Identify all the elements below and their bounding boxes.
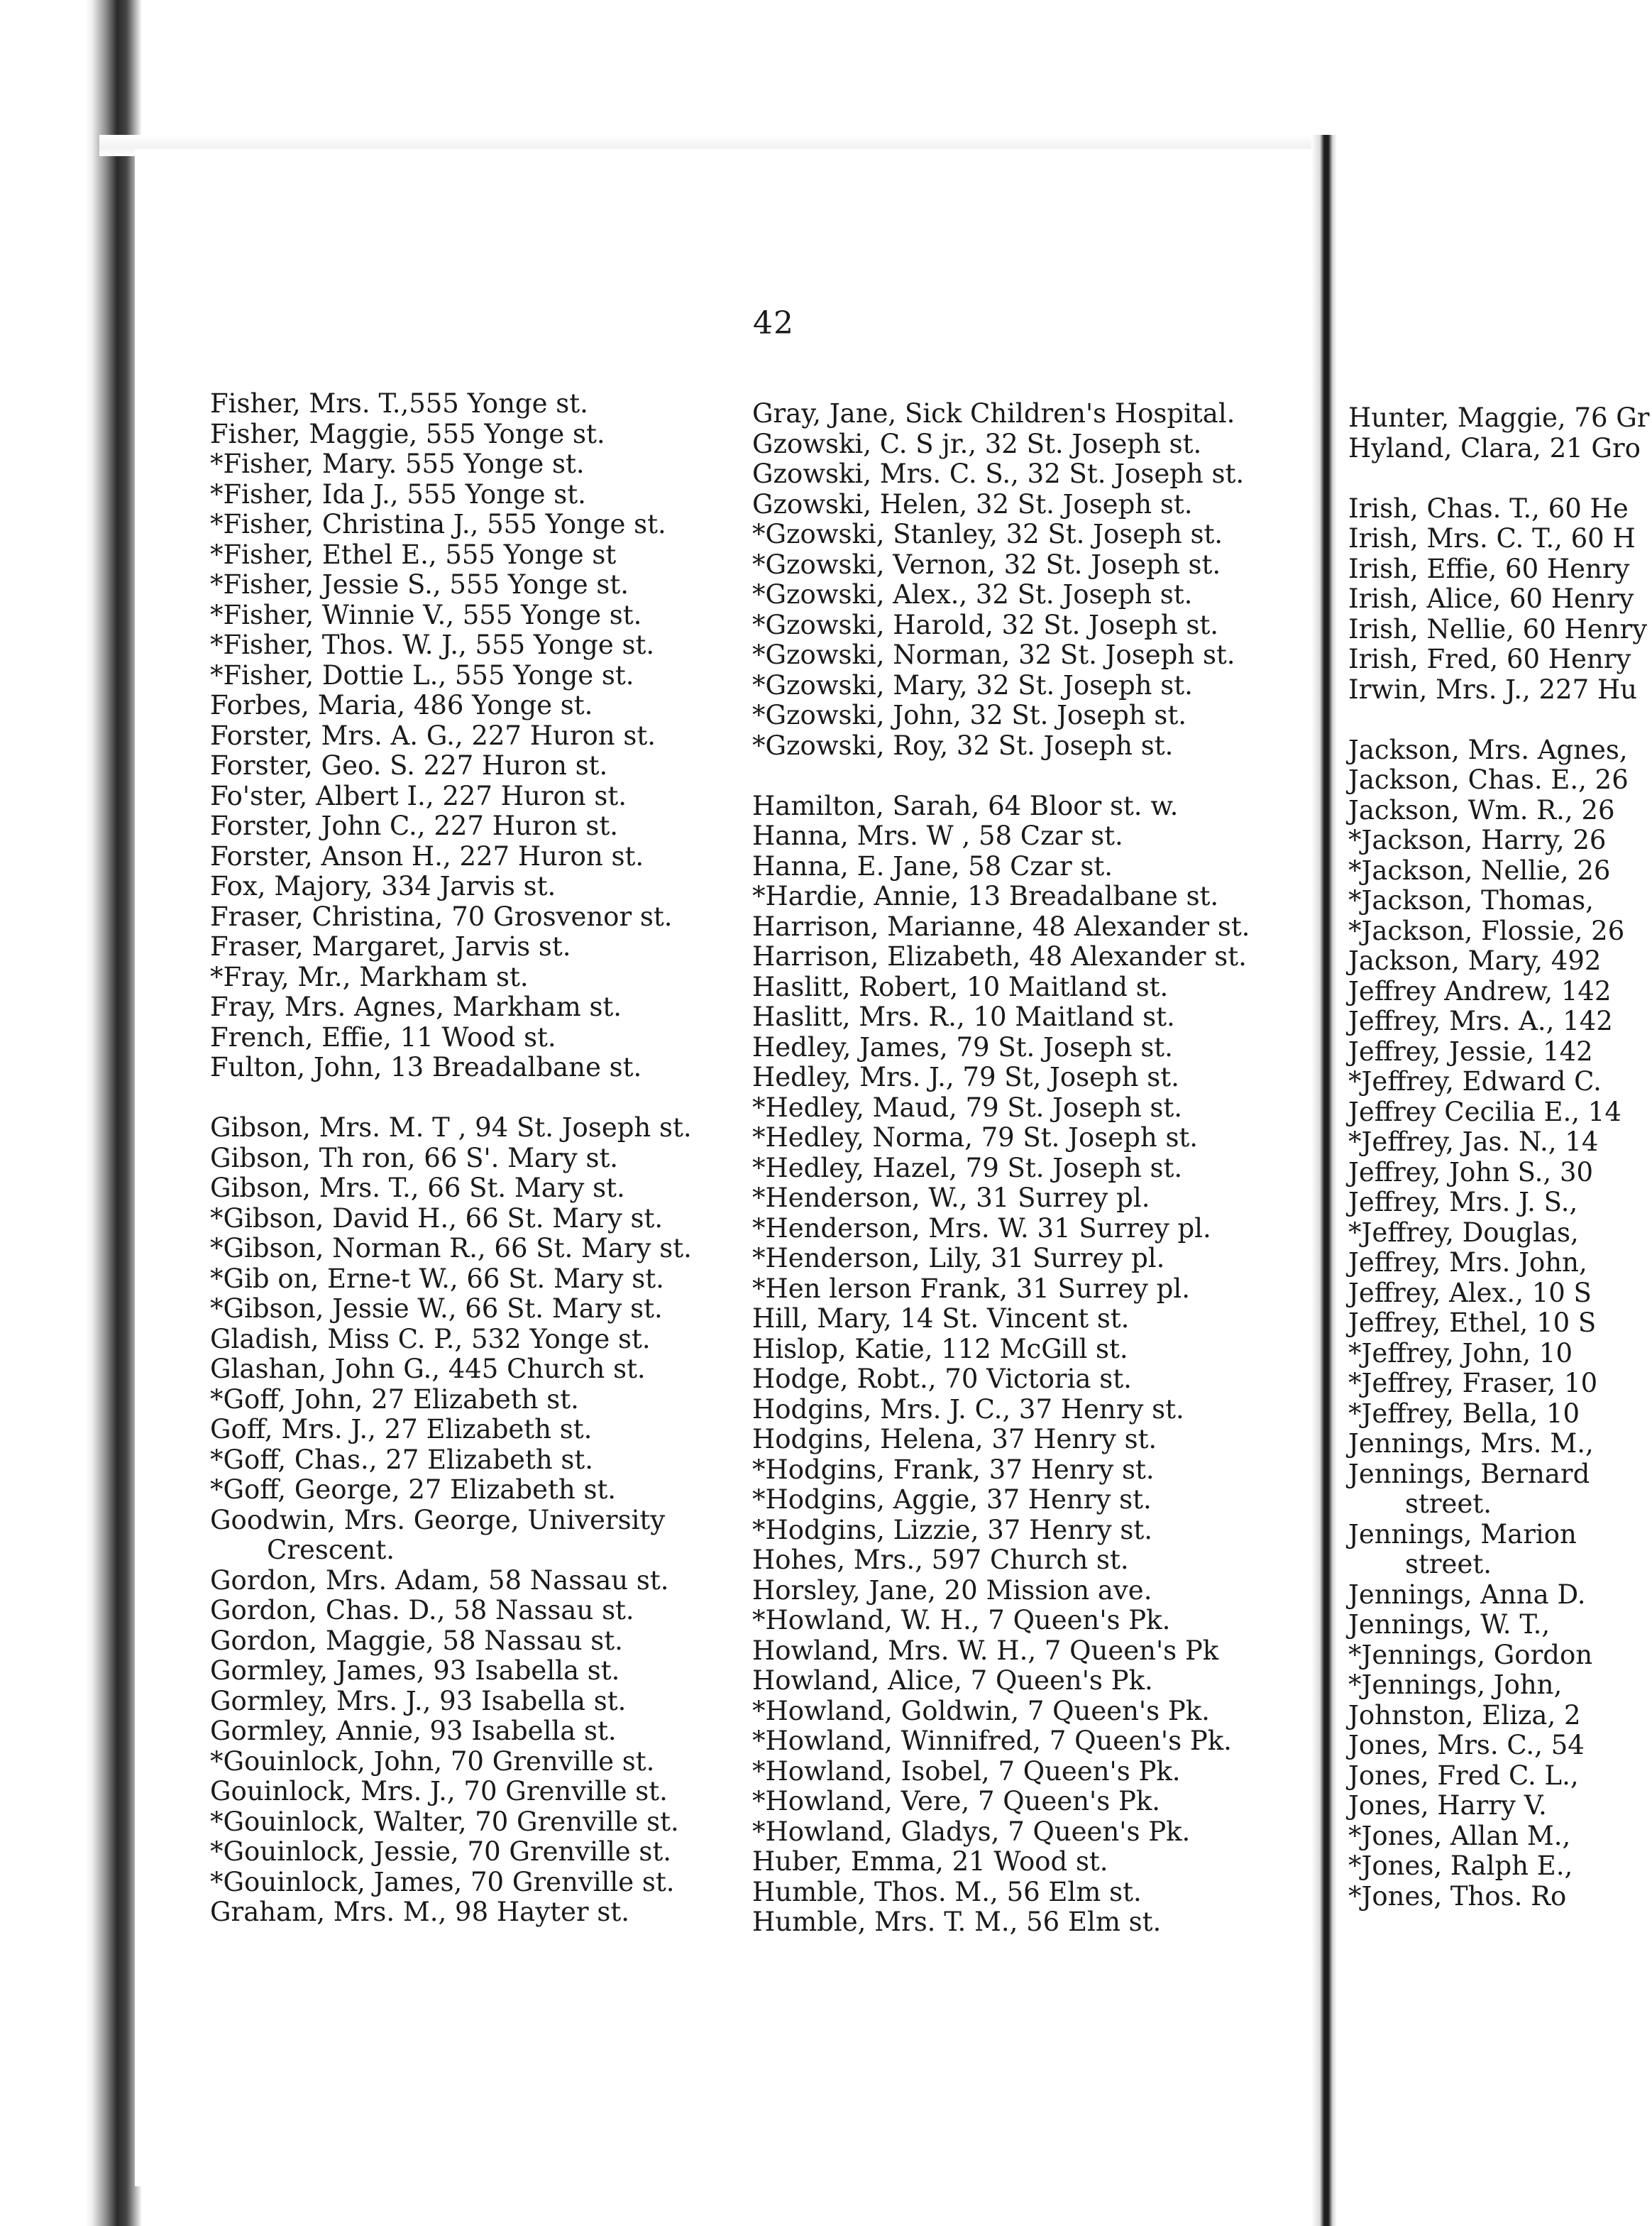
directory-entry: *Henderson, W., 31 Surrey pl. bbox=[752, 1183, 1150, 1213]
directory-entry: *Gzowski, Vernon, 32 St. Joseph st. bbox=[752, 549, 1221, 580]
directory-entry: *Fisher, Thos. W. J., 555 Yonge st. bbox=[210, 630, 655, 660]
directory-column-1 bbox=[210, 389, 692, 1928]
directory-entry: Irish, Nellie, 60 Henry bbox=[1348, 613, 1648, 645]
directory-entry: Forbes, Maria, 486 Yonge st. bbox=[210, 690, 593, 720]
directory-entry: Gray, Jane, Sick Children's Hospital. bbox=[752, 398, 1235, 429]
directory-entry: Hedley, Mrs. J., 79 St, Joseph st. bbox=[752, 1062, 1179, 1092]
directory-entry: Fraser, Christina, 70 Grosvenor st. bbox=[210, 901, 673, 932]
directory-entry: Goodwin, Mrs. George, University bbox=[210, 1504, 666, 1535]
directory-entry: Jackson, Mrs. Agnes, bbox=[1348, 734, 1628, 765]
directory-entry: Jeffrey, Ethel, 10 S bbox=[1348, 1307, 1597, 1338]
directory-entry: Graham, Mrs. M., 98 Hayter st. bbox=[210, 1897, 629, 1927]
directory-entry: Hedley, James, 79 St. Joseph st. bbox=[752, 1031, 1173, 1063]
directory-entry: *Jeffrey, Jas. N., 14 bbox=[1348, 1126, 1599, 1157]
directory-entry: Irish, Mrs. C. T., 60 H bbox=[1348, 523, 1636, 554]
directory-entry: Haslitt, Robert, 10 Maitland st. bbox=[752, 971, 1169, 1002]
directory-entry: Hunter, Maggie, 76 Gr bbox=[1348, 402, 1650, 433]
directory-entry: Jeffrey Andrew, 142 bbox=[1348, 975, 1612, 1007]
directory-entry: Gzowski, Helen, 32 St. Joseph st. bbox=[752, 488, 1193, 520]
directory-entry: Jeffrey, Mrs. John, bbox=[1348, 1247, 1587, 1278]
directory-entry: Fo'ster, Albert I., 227 Huron st. bbox=[210, 780, 627, 811]
directory-entry: *Gzowski, Alex., 32 St. Joseph st. bbox=[752, 579, 1193, 610]
directory-entry: *Gzowski, Roy, 32 St. Joseph st. bbox=[752, 730, 1174, 761]
directory-entry: Fox, Majory, 334 Jarvis st. bbox=[210, 871, 556, 901]
directory-entry: Jones, Harry V. bbox=[1348, 1790, 1547, 1821]
directory-entry: Haslitt, Mrs. R., 10 Maitland st. bbox=[752, 1002, 1175, 1032]
directory-entry: Forster, Mrs. A. G., 227 Huron st. bbox=[210, 720, 656, 751]
directory-entry: *Howland, Gladys, 7 Queen's Pk. bbox=[752, 1816, 1191, 1847]
directory-entry: Jackson, Chas. E., 26 bbox=[1348, 764, 1629, 795]
directory-entry: *Gzowski, Norman, 32 St. Joseph st. bbox=[752, 640, 1235, 670]
directory-entry: Gordon, Chas. D., 58 Nassau st. bbox=[210, 1595, 634, 1625]
section-gap bbox=[1348, 464, 1650, 494]
directory-entry: *Jackson, Nellie, 26 bbox=[1348, 855, 1611, 886]
directory-entry: Hyland, Clara, 21 Gro bbox=[1348, 432, 1641, 464]
directory-entry: Jeffrey, Alex., 10 S bbox=[1348, 1277, 1592, 1308]
directory-entry: Huber, Emma, 21 Wood st. bbox=[752, 1846, 1108, 1877]
directory-entry: Irish, Effie, 60 Henry bbox=[1348, 553, 1630, 584]
directory-entry: Gormley, Mrs. J., 93 Isabella st. bbox=[210, 1685, 627, 1716]
directory-entry: Gzowski, C. S jr., 32 St. Joseph st. bbox=[752, 428, 1202, 459]
directory-entry: *Gzowski, John, 32 St. Joseph st. bbox=[752, 700, 1187, 730]
directory-entry: Jennings, Bernard bbox=[1348, 1458, 1590, 1489]
directory-entry: Fisher, Maggie, 555 Yonge st. bbox=[210, 418, 605, 449]
directory-entry: *Gzowski, Stanley, 32 St. Joseph st. bbox=[752, 519, 1223, 549]
directory-entry: *Hodgins, Aggie, 37 Henry st. bbox=[752, 1484, 1152, 1515]
directory-entry: *Fisher, Ida J., 555 Yonge st. bbox=[210, 478, 586, 510]
directory-entry: Jennings, Anna D. bbox=[1348, 1579, 1586, 1610]
directory-entry: Glashan, John G., 445 Church st. bbox=[210, 1354, 646, 1384]
directory-entry: Fulton, John, 13 Breadalbane st. bbox=[210, 1052, 642, 1082]
directory-entry: Hill, Mary, 14 St. Vincent st. bbox=[752, 1303, 1130, 1334]
directory-entry: Forster, Anson H., 227 Huron st. bbox=[210, 840, 644, 872]
directory-entry: *Goff, George, 27 Elizabeth st. bbox=[210, 1474, 617, 1505]
directory-entry: *Fisher, Christina J., 555 Yonge st. bbox=[210, 509, 666, 539]
directory-entry: *Howland, W. H., 7 Queen's Pk. bbox=[752, 1605, 1171, 1635]
directory-entry: *Jeffrey, Douglas, bbox=[1348, 1217, 1579, 1248]
directory-entry: *Jeffrey, Fraser, 10 bbox=[1348, 1368, 1598, 1398]
directory-entry: Hohes, Mrs., 597 Church st. bbox=[752, 1545, 1129, 1575]
directory-entry: Gladish, Miss C. P., 532 Yonge st. bbox=[210, 1323, 651, 1354]
directory-entry: Jennings, Mrs. M., bbox=[1348, 1428, 1594, 1459]
directory-entry: *Jackson, Thomas, bbox=[1348, 885, 1594, 916]
directory-entry: Gibson, Th ron, 66 S'. Mary st. bbox=[210, 1142, 619, 1173]
directory-entry: Jeffrey, John S., 30 bbox=[1348, 1156, 1594, 1188]
directory-entry: street. bbox=[1405, 1488, 1492, 1519]
directory-entry: *Jackson, Flossie, 26 bbox=[1348, 915, 1625, 946]
directory-entry: Hodge, Robt., 70 Victoria st. bbox=[752, 1364, 1132, 1394]
directory-entry: *Hedley, Maud, 79 St. Joseph st. bbox=[752, 1092, 1183, 1123]
directory-entry: Gouinlock, Mrs. J., 70 Grenville st. bbox=[210, 1776, 668, 1806]
directory-entry: Irwin, Mrs. J., 227 Hu bbox=[1348, 674, 1637, 705]
directory-entry: *Gzowski, Harold, 32 St. Joseph st. bbox=[752, 609, 1219, 640]
directory-entry: Gormley, James, 93 Isabella st. bbox=[210, 1655, 620, 1686]
directory-entry: Humble, Mrs. T. M., 56 Elm st. bbox=[752, 1907, 1162, 1937]
directory-entry: *Henderson, Mrs. W. 31 Surrey pl. bbox=[752, 1212, 1211, 1244]
directory-entry: *Jones, Thos. Ro bbox=[1348, 1880, 1567, 1912]
directory-entry: *Howland, Winnifred, 7 Queen's Pk. bbox=[752, 1726, 1232, 1756]
section-gap bbox=[210, 1083, 692, 1114]
directory-entry: Hislop, Katie, 112 McGill st. bbox=[752, 1333, 1128, 1364]
section-gap bbox=[752, 761, 1250, 791]
directory-entry: Harrison, Elizabeth, 48 Alexander st. bbox=[752, 941, 1247, 972]
directory-entry: street. bbox=[1405, 1549, 1492, 1579]
directory-entry: *Gzowski, Mary, 32 St. Joseph st. bbox=[752, 669, 1193, 701]
directory-entry: *Gouinlock, John, 70 Grenville st. bbox=[210, 1745, 655, 1777]
directory-entry: *Hodgins, Frank, 37 Henry st. bbox=[752, 1454, 1155, 1485]
directory-entry: Forster, Geo. S. 227 Huron st. bbox=[210, 750, 608, 781]
directory-entry: Humble, Thos. M., 56 Elm st. bbox=[752, 1876, 1142, 1907]
directory-entry: Hanna, Mrs. W , 58 Czar st. bbox=[752, 821, 1123, 851]
directory-entry: *Jones, Allan M., bbox=[1348, 1820, 1571, 1851]
page-number: 42 bbox=[753, 305, 794, 341]
directory-column-2 bbox=[752, 399, 1250, 1938]
directory-entry: *Goff, John, 27 Elizabeth st. bbox=[210, 1383, 579, 1415]
directory-entry: Gormley, Annie, 93 Isabella st. bbox=[210, 1716, 617, 1746]
directory-entry: Goff, Mrs. J., 27 Elizabeth st. bbox=[210, 1414, 593, 1444]
directory-entry: Horsley, Jane, 20 Mission ave. bbox=[752, 1574, 1152, 1606]
directory-entry: *Howland, Isobel, 7 Queen's Pk. bbox=[752, 1755, 1181, 1787]
directory-entry: Hanna, E. Jane, 58 Czar st. bbox=[752, 850, 1113, 882]
directory-entry: Gzowski, Mrs. C. S., 32 St. Joseph st. bbox=[752, 459, 1245, 489]
directory-entry: Jones, Mrs. C., 54 bbox=[1348, 1730, 1585, 1760]
directory-entry: *Jeffrey, Edward C. bbox=[1348, 1066, 1602, 1097]
directory-entry: *Gibson, Norman R., 66 St. Mary st. bbox=[210, 1233, 692, 1263]
directory-column-3 bbox=[1348, 403, 1650, 1912]
directory-entry: *Jeffrey, Bella, 10 bbox=[1348, 1398, 1580, 1429]
directory-entry: Fraser, Margaret, Jarvis st. bbox=[210, 931, 571, 962]
directory-entry: Jackson, Mary, 492 bbox=[1348, 945, 1602, 976]
directory-entry: *Jones, Ralph E., bbox=[1348, 1851, 1573, 1881]
directory-entry: Jones, Fred C. L., bbox=[1348, 1760, 1579, 1791]
directory-entry: Jeffrey, Mrs. A., 142 bbox=[1348, 1006, 1613, 1036]
directory-entry: Fray, Mrs. Agnes, Markham st. bbox=[210, 992, 622, 1022]
directory-entry: Jennings, W. T., bbox=[1348, 1609, 1551, 1640]
directory-entry: *Hen lerson Frank, 31 Surrey pl. bbox=[752, 1273, 1190, 1304]
directory-entry: Hodgins, Mrs. J. C., 37 Henry st. bbox=[752, 1393, 1184, 1425]
directory-entry: Jeffrey, Jessie, 142 bbox=[1348, 1036, 1593, 1067]
section-gap bbox=[1348, 705, 1650, 735]
directory-entry: *Jackson, Harry, 26 bbox=[1348, 825, 1607, 855]
directory-entry: *Fisher, Winnie V., 555 Yonge st. bbox=[210, 599, 642, 630]
directory-entry: Gordon, Mrs. Adam, 58 Nassau st. bbox=[210, 1564, 669, 1596]
directory-entry: *Jeffrey, John, 10 bbox=[1348, 1337, 1573, 1369]
directory-entry: Jeffrey, Mrs. J. S., bbox=[1348, 1187, 1578, 1217]
directory-entry: Irish, Chas. T., 60 He bbox=[1348, 493, 1629, 524]
directory-entry: *Gouinlock, Walter, 70 Grenville st. bbox=[210, 1806, 679, 1837]
directory-entry: Crescent. bbox=[267, 1535, 395, 1565]
book-binding bbox=[0, 0, 142, 2226]
directory-entry: Forster, John C., 227 Huron st. bbox=[210, 811, 618, 841]
directory-entry: *Jennings, Gordon bbox=[1348, 1639, 1593, 1670]
directory-entry: *Hedley, Hazel, 79 St. Joseph st. bbox=[752, 1152, 1183, 1183]
directory-entry: *Hodgins, Lizzie, 37 Henry st. bbox=[752, 1514, 1153, 1545]
directory-entry: *Henderson, Lily, 31 Surrey pl. bbox=[752, 1243, 1165, 1273]
directory-entry: *Gib on, Erne-t W., 66 St. Mary st. bbox=[210, 1263, 664, 1294]
directory-entry: *Howland, Vere, 7 Queen's Pk. bbox=[752, 1786, 1161, 1816]
directory-entry: Gibson, Mrs. M. T , 94 St. Joseph st. bbox=[210, 1112, 692, 1143]
directory-entry: Fisher, Mrs. T.,555 Yonge st. bbox=[210, 388, 588, 419]
directory-entry: Johnston, Eliza, 2 bbox=[1348, 1699, 1581, 1731]
directory-entry: Jackson, Wm. R., 26 bbox=[1348, 794, 1615, 826]
directory-entry: *Fisher, Jessie S., 555 Yonge st. bbox=[210, 569, 629, 600]
directory-entry: *Gouinlock, James, 70 Grenville st. bbox=[210, 1866, 675, 1897]
directory-entry: *Fisher, Mary. 555 Yonge st. bbox=[210, 449, 585, 479]
directory-entry: Irish, Alice, 60 Henry bbox=[1348, 583, 1634, 614]
directory-entry: *Gibson, David H., 66 St. Mary st. bbox=[210, 1202, 663, 1234]
directory-entry: Jennings, Marion bbox=[1348, 1518, 1577, 1550]
directory-entry: Hodgins, Helena, 37 Henry st. bbox=[752, 1424, 1157, 1454]
directory-entry: Harrison, Marianne, 48 Alexander st. bbox=[752, 911, 1250, 942]
directory-entry: *Jennings, John, bbox=[1348, 1670, 1563, 1700]
directory-entry: Jeffrey Cecilia E., 14 bbox=[1348, 1096, 1621, 1127]
directory-entry: *Hedley, Norma, 79 St. Joseph st. bbox=[752, 1122, 1199, 1153]
directory-entry: Irish, Fred, 60 Henry bbox=[1348, 644, 1631, 674]
directory-entry: Howland, Mrs. W. H., 7 Queen's Pk bbox=[752, 1635, 1219, 1666]
directory-entry: French, Effie, 11 Wood st. bbox=[210, 1021, 556, 1053]
directory-entry: Gibson, Mrs. T., 66 St. Mary st. bbox=[210, 1173, 625, 1203]
directory-entry: *Fray, Mr., Markham st. bbox=[210, 961, 529, 992]
directory-entry: Hamilton, Sarah, 64 Bloor st. w. bbox=[752, 790, 1179, 821]
page-gutter bbox=[1311, 135, 1337, 2226]
directory-entry: *Goff, Chas., 27 Elizabeth st. bbox=[210, 1444, 594, 1475]
directory-entry: *Gibson, Jessie W., 66 St. Mary st. bbox=[210, 1293, 663, 1324]
directory-entry: *Hardie, Annie, 13 Breadalbane st. bbox=[752, 881, 1219, 911]
right-page-clip bbox=[1337, 383, 1652, 2044]
directory-entry: Howland, Alice, 7 Queen's Pk. bbox=[752, 1665, 1153, 1696]
directory-entry: Gordon, Maggie, 58 Nassau st. bbox=[210, 1625, 623, 1656]
directory-entry: *Fisher, Ethel E., 555 Yonge st bbox=[210, 539, 617, 570]
directory-entry: *Howland, Goldwin, 7 Queen's Pk. bbox=[752, 1695, 1210, 1726]
directory-entry: *Gouinlock, Jessie, 70 Grenville st. bbox=[210, 1836, 672, 1867]
directory-entry: *Fisher, Dottie L., 555 Yonge st. bbox=[210, 659, 634, 691]
